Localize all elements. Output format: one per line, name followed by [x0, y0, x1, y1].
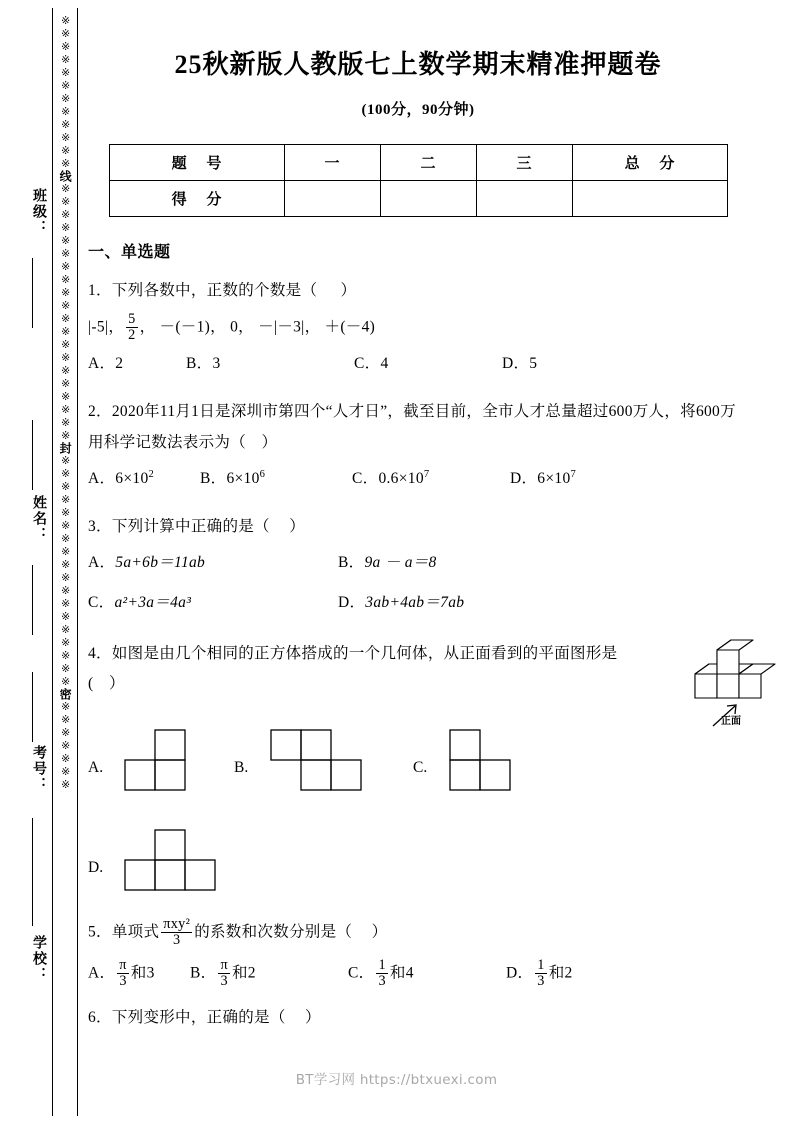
question-2-stem: [88, 397, 748, 457]
question-1: [88, 276, 748, 379]
question-5-number: 5．: [88, 923, 112, 941]
seal-mark: ※: [59, 325, 73, 338]
option-b[interactable]: [338, 548, 437, 578]
question-5-stem: [88, 917, 748, 948]
margin-field-exam-no: 考号：: [31, 745, 46, 793]
seal-mark: ※: [59, 597, 73, 610]
option-d-shape[interactable]: [124, 829, 246, 897]
score-table: [109, 144, 728, 217]
fraction-numerator: 1: [537, 957, 545, 974]
seal-mark: ※: [59, 519, 73, 532]
option-c-text: a²+3a＝4a³: [114, 594, 192, 612]
fraction-5-over-2: [126, 312, 137, 343]
option-d[interactable]: [338, 588, 464, 618]
option-c-fraction: [376, 958, 387, 989]
question-4-solid-figure: [691, 636, 787, 736]
question-3-stem: [88, 512, 748, 542]
seal-mark: ※: [59, 40, 73, 53]
option-d-text: 3ab+4ab＝7ab: [365, 594, 465, 612]
option-b-tail: 和2: [231, 964, 256, 982]
seal-mark: ※: [59, 662, 73, 675]
option-b-shape[interactable]: [270, 729, 372, 797]
question-1-stem: [88, 276, 748, 306]
seal-mark: ※: [59, 493, 73, 506]
seal-word: 线: [58, 170, 73, 182]
seal-line-column: [52, 8, 78, 1116]
question-4-number: 4．: [88, 644, 112, 662]
option-a-tail: 和3: [130, 964, 155, 982]
question-2-number: 2．: [88, 403, 112, 421]
seal-mark: ※: [59, 286, 73, 299]
seal-mark: ※: [59, 260, 73, 273]
seal-mark: ※: [59, 118, 73, 131]
question-5-paren-close: ）: [371, 923, 388, 941]
fraction-pixy2-over-3: [161, 917, 192, 948]
expr-part-2: ， －(－1)， 0， －|－3|， ＋(－4): [139, 318, 376, 336]
option-d-letter: D．: [502, 355, 530, 373]
option-b-text: 3: [212, 355, 221, 373]
question-5-text-b: 的系数和次数分别是（: [194, 923, 353, 941]
seal-word: 密: [58, 688, 73, 700]
question-3-text: 下列计算中正确的是（: [111, 518, 270, 536]
margin-rule-4: [32, 672, 33, 742]
option-d[interactable]: [502, 349, 537, 379]
option-d-letter: D．: [506, 964, 534, 982]
seal-mark: ※: [59, 208, 73, 221]
fraction-numerator: π: [220, 957, 228, 974]
seal-mark: ※: [59, 364, 73, 377]
question-5-text-a: 单项式: [111, 923, 160, 941]
option-b-letter: B．: [190, 964, 217, 982]
seal-mark: ※: [59, 105, 73, 118]
question-5-options: [88, 958, 748, 989]
seal-mark: ※: [59, 700, 73, 713]
page-title: 25秋新版人教版七上数学期末精准押题卷: [174, 50, 662, 79]
option-a-exponent: 2: [148, 468, 155, 480]
question-1-number: 1．: [88, 282, 112, 299]
option-d-text: 5: [529, 355, 538, 373]
question-4-front-view-label: 正面: [721, 716, 741, 727]
page-subtitle: (100分，90分钟): [361, 102, 475, 118]
fraction-denominator: 3: [378, 973, 386, 990]
option-b-letter: B．: [186, 355, 213, 373]
seal-mark: ※: [59, 636, 73, 649]
option-d-exponent: 7: [570, 468, 577, 480]
score-table-cell: 二: [380, 145, 476, 181]
seal-mark: ※: [59, 416, 73, 429]
option-a[interactable]: [88, 958, 190, 989]
option-a-text: 5a+6b＝11ab: [115, 554, 206, 572]
question-4-text: 如图是由几个相同的正方体搭成的一个几何体，从正面看到的平面图形是(: [88, 644, 618, 692]
option-c[interactable]: [88, 588, 338, 618]
option-c[interactable]: [354, 349, 502, 379]
option-d-base: 6×10: [537, 469, 571, 487]
question-1-text: 下列各数中，正数的个数是（: [111, 282, 318, 299]
question-1-expression: [88, 312, 748, 343]
question-2-options: [88, 464, 748, 494]
option-c-letter: C．: [354, 355, 381, 373]
score-input-cell[interactable]: [284, 181, 380, 217]
margin-field-name: 姓名：: [31, 495, 46, 543]
option-b[interactable]: [200, 464, 352, 494]
seal-mark: ※: [59, 778, 73, 791]
option-b[interactable]: [190, 958, 348, 989]
seal-mark: ※: [59, 584, 73, 597]
option-c-exponent: 7: [423, 468, 430, 480]
question-3-options-row2: [88, 588, 748, 618]
seal-mark: ※: [59, 532, 73, 545]
seal-mark: ※: [59, 752, 73, 765]
margin-rule-6: [32, 862, 33, 926]
seal-mark: ※: [59, 273, 73, 286]
seal-mark: ※: [59, 765, 73, 778]
seal-mark: ※: [59, 157, 73, 170]
footer-watermark: BT学习网 https://btxuexi.com: [295, 1072, 498, 1088]
option-b-text: 9a － a＝8: [364, 554, 437, 572]
seal-mark: ※: [59, 66, 73, 79]
seal-mark: ※: [59, 299, 73, 312]
option-b-fraction: [218, 958, 230, 989]
seal-mark: ※: [59, 144, 73, 157]
seal-mark: ※: [59, 675, 73, 688]
seal-mark: ※: [59, 14, 73, 27]
option-c-tail: 和4: [389, 964, 414, 982]
option-c-text: 4: [380, 355, 389, 373]
question-6-number: 6．: [88, 1009, 112, 1026]
score-input-cell[interactable]: [476, 181, 572, 217]
fraction-denominator: 2: [128, 327, 136, 344]
option-d-tail: 和2: [548, 964, 573, 982]
question-6-stem: [88, 1003, 748, 1033]
seal-mark: ※: [59, 131, 73, 144]
seal-mark: ※: [59, 649, 73, 662]
question-3-paren-close: ）: [289, 518, 306, 536]
seal-mark: ※: [59, 234, 73, 247]
score-input-cell[interactable]: [380, 181, 476, 217]
margin-rule-1: [32, 258, 33, 328]
seal-mark: ※: [59, 726, 73, 739]
question-6-text: 下列变形中，正确的是（: [111, 1009, 286, 1026]
seal-mark: ※: [59, 454, 73, 467]
option-a-letter: A．: [88, 469, 116, 487]
option-c-shape[interactable]: [449, 729, 541, 797]
seal-mark: ※: [59, 92, 73, 105]
fraction-denominator: 3: [218, 973, 230, 989]
question-4: [88, 639, 648, 699]
option-c-letter[interactable]: C.: [413, 759, 428, 777]
fraction-denominator: 3: [117, 973, 129, 989]
question-4-options-row2: [88, 821, 748, 897]
option-a[interactable]: [88, 349, 186, 379]
seal-mark: ※: [59, 351, 73, 364]
option-c-letter: C．: [348, 964, 375, 982]
option-a[interactable]: [88, 464, 200, 494]
question-3: [88, 512, 748, 619]
option-c-letter: C．: [352, 469, 379, 487]
option-b-base: 6×10: [226, 469, 260, 487]
seal-mark: ※: [59, 558, 73, 571]
seal-word: 封: [58, 442, 73, 454]
seal-mark: ※: [59, 221, 73, 234]
option-b-letter: B．: [200, 469, 227, 487]
seal-mark: ※: [59, 247, 73, 260]
seal-mark: ※: [59, 403, 73, 416]
question-4-options-row1: [88, 721, 748, 797]
section-heading-single-choice: 一、单选题: [88, 244, 171, 261]
question-5: [88, 917, 748, 989]
score-input-cell[interactable]: [572, 181, 727, 217]
score-table-cell: 一: [284, 145, 380, 181]
margin-field-class: 班级：: [31, 188, 46, 236]
seal-mark: ※: [59, 571, 73, 584]
seal-mark: ※: [59, 338, 73, 351]
option-c[interactable]: [352, 464, 510, 494]
margin-field-school: 学校：: [31, 935, 46, 983]
expr-part-1: |-5|，: [88, 318, 125, 336]
question-6: [88, 1003, 748, 1033]
seal-mark: ※: [59, 182, 73, 195]
fraction-numerator: πxy²: [163, 916, 191, 933]
option-a-shape[interactable]: [124, 729, 216, 797]
option-a[interactable]: [88, 548, 338, 578]
question-4-stem: [88, 639, 648, 699]
seal-mark: ※: [59, 79, 73, 92]
question-3-options: [88, 548, 748, 618]
option-a-text: 2: [115, 355, 124, 373]
fraction-numerator: 5: [128, 311, 136, 328]
table-row: [109, 181, 727, 217]
score-table-row-label: 得 分: [109, 181, 284, 217]
table-row: [109, 145, 727, 181]
fraction-numerator: π: [119, 957, 127, 974]
option-d[interactable]: [506, 958, 573, 989]
score-table-cell: 总 分: [572, 145, 727, 181]
seal-mark: ※: [59, 623, 73, 636]
score-table-row-label: 题 号: [109, 145, 284, 181]
score-table-cell: 三: [476, 145, 572, 181]
question-1-paren-close: ）: [340, 282, 357, 299]
option-b-letter[interactable]: B.: [234, 759, 249, 777]
seal-mark: ※: [59, 739, 73, 752]
option-a-fraction: [117, 958, 129, 989]
option-a-letter: A．: [88, 554, 116, 572]
seal-mark: ※: [59, 480, 73, 493]
seal-mark: ※: [59, 429, 73, 442]
fraction-denominator: 3: [161, 932, 192, 948]
seal-mark: ※: [59, 506, 73, 519]
option-a-letter: A．: [88, 964, 116, 982]
question-1-options: [88, 349, 748, 379]
option-c-base: 0.6×10: [378, 469, 424, 487]
question-3-number: 3．: [88, 518, 112, 536]
seal-mark: ※: [59, 713, 73, 726]
seal-mark: ※: [59, 545, 73, 558]
seal-mark: ※: [59, 610, 73, 623]
option-d-letter[interactable]: D.: [88, 859, 104, 877]
seal-mark: ※: [59, 312, 73, 325]
question-4-paren-close: ）: [108, 674, 125, 692]
fraction-numerator: 1: [378, 957, 386, 974]
option-a-letter[interactable]: A.: [88, 759, 104, 777]
option-b[interactable]: [186, 349, 354, 379]
question-2: [88, 397, 748, 494]
option-a-letter: A．: [88, 355, 116, 373]
option-b-letter: B．: [338, 554, 365, 572]
seal-mark: ※: [59, 467, 73, 480]
option-d[interactable]: [510, 464, 576, 494]
margin-rule-2: [32, 420, 33, 490]
option-c[interactable]: [348, 958, 506, 989]
question-6-paren-close: ）: [305, 1009, 321, 1026]
option-d-fraction: [535, 958, 546, 989]
seal-mark: ※: [59, 390, 73, 403]
seal-mark: ※: [59, 377, 73, 390]
option-d-letter: D．: [338, 594, 366, 612]
option-b-exponent: 6: [259, 468, 266, 480]
option-c-letter: C．: [88, 594, 115, 612]
seal-mark: ※: [59, 27, 73, 40]
seal-mark: ※: [59, 53, 73, 66]
fraction-denominator: 3: [537, 973, 545, 990]
option-d-letter: D．: [510, 469, 538, 487]
margin-rule-3: [32, 565, 33, 635]
option-a-base: 6×10: [115, 469, 149, 487]
exam-content: [88, 0, 748, 1122]
seal-mark: ※: [59, 195, 73, 208]
question-2-text: 2020年11月1日是深圳市第四个“人才日”，截至目前，全市人才总量超过600万人，将600万用科学记数法表示为（: [88, 403, 736, 451]
question-2-paren-close: ）: [261, 433, 278, 451]
